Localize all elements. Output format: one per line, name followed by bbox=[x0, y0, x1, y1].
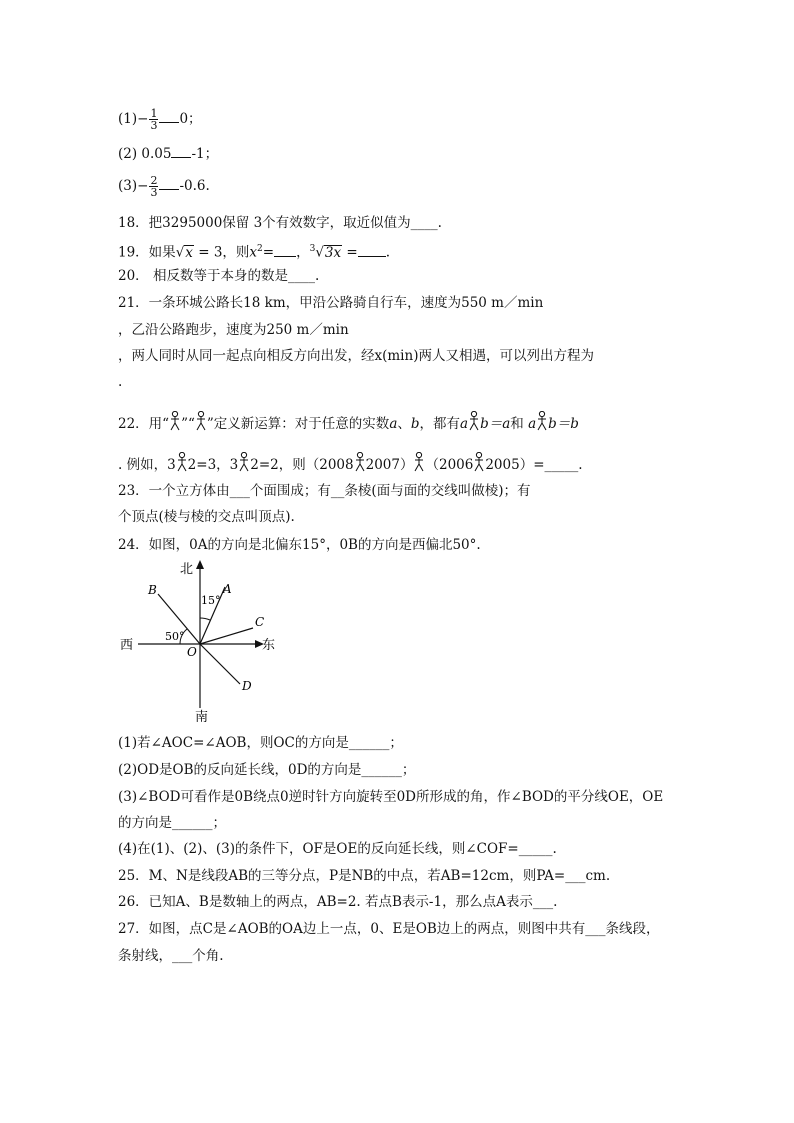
stick-figure-icon bbox=[473, 452, 485, 472]
stick-figure-icon bbox=[238, 452, 250, 472]
answer-blank[interactable] bbox=[274, 243, 296, 257]
label-south: 南 bbox=[195, 710, 209, 725]
label-d: D bbox=[242, 679, 252, 693]
angle-arc-15 bbox=[200, 618, 210, 620]
label-c: C bbox=[255, 615, 265, 629]
question-21-line3: ，两人同时从同一起点向相反方向出发，经x(min)两人又相遇，可以列出方程为 bbox=[118, 348, 594, 364]
question-22-line1: 22．用“ ”“ ”定义新运算：对于任意的实数a、b，都有a b＝a和 a b＝b bbox=[118, 411, 579, 433]
label-north: 北 bbox=[179, 562, 193, 577]
question-24-part4: (4)在(1)、(2)、(3)的条件下，OF是OE的反向延长线，则∠COF=_____. bbox=[118, 841, 557, 857]
question-23-line2: 个顶点(棱与棱的交点叫顶点). bbox=[118, 509, 295, 525]
stick-figure-icon bbox=[195, 411, 207, 431]
q17-part3: (3)− $\frac{2}{3}$ -0.6. bbox=[118, 174, 210, 199]
question-21-line1: 21．一条环城公路长18 km，甲沿公路骑自行车，速度为550 m／min bbox=[118, 295, 544, 311]
stick-figure-icon bbox=[169, 411, 181, 431]
compass-direction-figure bbox=[110, 556, 290, 726]
ray-oc bbox=[200, 628, 253, 644]
question-25: 25．M、N是线段AB的三等分点，P是NB的中点，若AB=12cm，则PA=___cm. bbox=[118, 868, 611, 884]
label-east: 东 bbox=[262, 638, 276, 653]
question-21-line4: . bbox=[118, 374, 123, 390]
question-24-part3a: (3)∠BOD可看作是0B绕点0逆时针方向旋转至0D所形成的角，作∠BOD的平分线OE，OE bbox=[118, 789, 664, 805]
question-24-part1: (1)若∠AOC=∠AOB，则OC的方向是______； bbox=[118, 735, 403, 751]
fraction-one-third: $\frac{1}{3}$ bbox=[150, 107, 158, 132]
cube-root-3x: 3x bbox=[324, 244, 342, 261]
answer-blank[interactable] bbox=[171, 144, 191, 158]
north-arrow-icon bbox=[196, 560, 204, 569]
question-19: 19．如果√x = 3，则$x^2=$ ，$^3$√3x = . bbox=[118, 244, 391, 261]
q17-part1: (1)− $\frac{1}{3}$ 0； bbox=[118, 107, 202, 132]
label-angle-15: 15° bbox=[201, 594, 221, 607]
stick-figure-icon bbox=[536, 411, 548, 431]
question-21-line2: ，乙沿公路跑步，速度为250 m／min bbox=[118, 322, 349, 338]
question-24-part2: (2)OD是OB的反向延长线，0D的方向是______； bbox=[118, 762, 416, 778]
question-27-line1: 27．如图，点C是∠AOB的OA边上一点，0、E是OB边上的两点，则图中共有___条线段， bbox=[118, 921, 660, 937]
question-26: 26．已知A、B是数轴上的两点，AB=2. 若点B表示-1，那么点A表示___. bbox=[118, 894, 558, 910]
answer-blank[interactable] bbox=[358, 243, 386, 257]
ray-od bbox=[200, 644, 240, 684]
stick-figure-icon bbox=[176, 452, 188, 472]
question-18: 18．把3295000保留 3个有效数字，取近似值为____. bbox=[118, 215, 442, 231]
label-west: 西 bbox=[120, 638, 134, 653]
q17-part2: (2) 0.05 -1； bbox=[118, 146, 219, 162]
label-a: A bbox=[223, 582, 232, 596]
question-27-line2: 条射线，___个角. bbox=[118, 948, 224, 964]
sqrt-x: x bbox=[185, 244, 193, 261]
label-o: O bbox=[187, 645, 197, 659]
stick-figure-icon bbox=[354, 452, 366, 472]
question-23-line1: 23．一个立方体由___个面围成；有__条棱(面与面的交线叫做棱)；有 bbox=[118, 483, 531, 499]
question-24: 24．如图，0A的方向是北偏东15°，0B的方向是西偏北50°. bbox=[118, 537, 481, 553]
answer-blank[interactable] bbox=[159, 176, 179, 190]
question-22-line2: . 例如，3 2=3，3 2=2，则（2008 2007） （2006 2005）=_____. bbox=[118, 452, 583, 474]
fraction-two-thirds: $\frac{2}{3}$ bbox=[150, 174, 158, 199]
question-24-part3b: 的方向是______； bbox=[118, 815, 226, 831]
question-20: 20． 相反数等于本身的数是____. bbox=[118, 268, 320, 284]
label-b: B bbox=[148, 583, 157, 597]
label-angle-50: 50° bbox=[165, 630, 185, 643]
answer-blank[interactable] bbox=[159, 109, 179, 123]
stick-figure-icon bbox=[413, 452, 425, 472]
stick-figure-icon bbox=[468, 411, 480, 431]
